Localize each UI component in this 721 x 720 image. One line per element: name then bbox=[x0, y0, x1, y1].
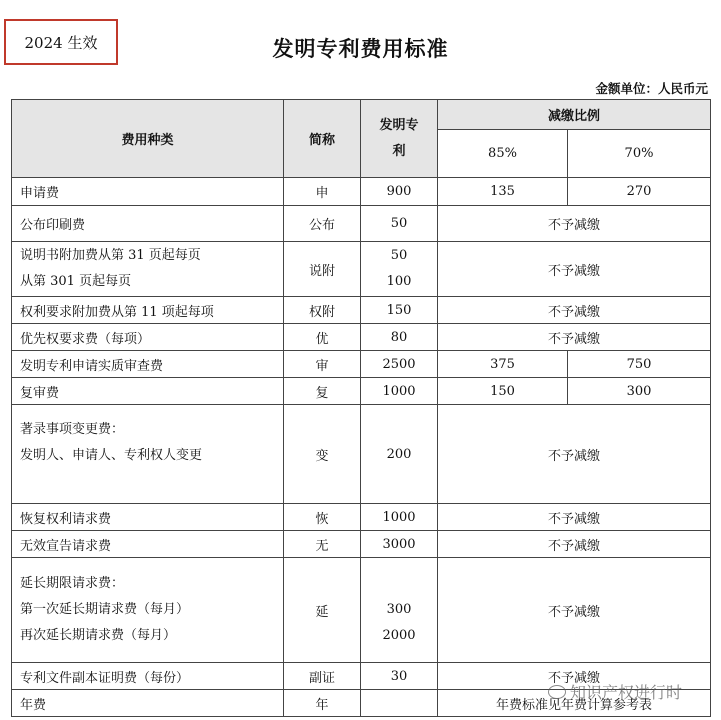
header-reduction: 减缴比例 bbox=[438, 100, 711, 130]
header-abbr: 简称 bbox=[284, 100, 361, 178]
watermark bbox=[548, 680, 682, 703]
table-row bbox=[12, 178, 711, 206]
fee-amount: 2500 bbox=[361, 351, 438, 378]
table-row bbox=[12, 405, 711, 504]
fee-abbr: 变 bbox=[284, 405, 361, 504]
fee-name: 优先权要求费（每项） bbox=[12, 324, 284, 351]
header-85-percent: 85% bbox=[438, 130, 568, 178]
table-row bbox=[12, 504, 711, 531]
fee-amount: 80 bbox=[361, 324, 438, 351]
fee-name: 年费 bbox=[12, 690, 284, 717]
fee-70: 300 bbox=[568, 378, 711, 405]
fee-reduction-note: 不予减缴 bbox=[438, 504, 711, 531]
fee-70: 750 bbox=[568, 351, 711, 378]
fee-abbr: 审 bbox=[284, 351, 361, 378]
fee-abbr: 优 bbox=[284, 324, 361, 351]
fee-name: 权利要求附加费从第 11 项起每项 bbox=[12, 297, 284, 324]
fee-abbr: 复 bbox=[284, 378, 361, 405]
table-row bbox=[12, 378, 711, 405]
fee-name: 延长期限请求费： 第一次延长期请求费（每月） 再次延长期请求费（每月） bbox=[12, 558, 284, 663]
table-row bbox=[12, 558, 711, 663]
fee-abbr: 副证 bbox=[284, 663, 361, 690]
fee-85: 135 bbox=[438, 178, 568, 206]
fee-reduction-note: 不予减缴 bbox=[438, 531, 711, 558]
fee-70: 270 bbox=[568, 178, 711, 206]
fee-amount: 150 bbox=[361, 297, 438, 324]
fee-abbr: 申 bbox=[284, 178, 361, 206]
fee-name: 复审费 bbox=[12, 378, 284, 405]
fee-amount bbox=[361, 690, 438, 717]
currency-unit-note: 金额单位：人民币元 bbox=[595, 81, 708, 96]
fee-amount: 1000 bbox=[361, 378, 438, 405]
fee-amount: 300 2000 bbox=[361, 558, 438, 663]
fee-amount: 900 bbox=[361, 178, 438, 206]
fee-reduction-note: 年费标准见年费计算参考表 bbox=[438, 690, 711, 717]
fee-reduction-note: 不予减缴 bbox=[438, 663, 711, 690]
fee-abbr: 恢 bbox=[284, 504, 361, 531]
effective-year-badge: 2024 生效 bbox=[4, 19, 118, 65]
fee-reduction-note: 不予减缴 bbox=[438, 405, 711, 504]
fee-amount: 50 100 bbox=[361, 242, 438, 297]
fee-amount: 200 bbox=[361, 405, 438, 504]
fee-abbr: 公布 bbox=[284, 206, 361, 242]
fee-reduction-note: 不予减缴 bbox=[438, 206, 711, 242]
fee-amount: 50 bbox=[361, 206, 438, 242]
table-row bbox=[12, 531, 711, 558]
fee-amount: 30 bbox=[361, 663, 438, 690]
header-category: 费用种类 bbox=[12, 100, 284, 178]
chat-bubble-icon bbox=[548, 685, 566, 699]
fee-name: 著录事项变更费： 发明人、申请人、专利权人变更 bbox=[12, 405, 284, 504]
fee-name: 公布印刷费 bbox=[12, 206, 284, 242]
watermark-text: 知识产权进行时 bbox=[570, 683, 683, 702]
table-row bbox=[12, 324, 711, 351]
fee-amount: 3000 bbox=[361, 531, 438, 558]
fee-reduction-note: 不予减缴 bbox=[438, 324, 711, 351]
fee-reduction-note: 不予减缴 bbox=[438, 558, 711, 663]
fee-name: 无效宣告请求费 bbox=[12, 531, 284, 558]
table-row bbox=[12, 297, 711, 324]
table-row bbox=[12, 351, 711, 378]
fee-table bbox=[11, 99, 711, 717]
table-row bbox=[12, 206, 711, 242]
fee-abbr: 权附 bbox=[284, 297, 361, 324]
fee-abbr: 说附 bbox=[284, 242, 361, 297]
fee-abbr: 无 bbox=[284, 531, 361, 558]
page-title: 发明专利费用标准 bbox=[272, 37, 449, 61]
fee-reduction-note: 不予减缴 bbox=[438, 242, 711, 297]
fee-abbr: 延 bbox=[284, 558, 361, 663]
fee-abbr: 年 bbox=[284, 690, 361, 717]
header-70-percent: 70% bbox=[568, 130, 711, 178]
fee-name: 申请费 bbox=[12, 178, 284, 206]
fee-amount: 1000 bbox=[361, 504, 438, 531]
fee-name: 发明专利申请实质审查费 bbox=[12, 351, 284, 378]
fee-name: 专利文件副本证明费（每份） bbox=[12, 663, 284, 690]
table-row bbox=[12, 242, 711, 297]
fee-name: 说明书附加费从第 31 页起每页 从第 301 页起每页 bbox=[12, 242, 284, 297]
fee-85: 375 bbox=[438, 351, 568, 378]
fee-reduction-note: 不予减缴 bbox=[438, 297, 711, 324]
header-amount: 发明专利 bbox=[361, 100, 438, 178]
fee-85: 150 bbox=[438, 378, 568, 405]
fee-name: 恢复权利请求费 bbox=[12, 504, 284, 531]
